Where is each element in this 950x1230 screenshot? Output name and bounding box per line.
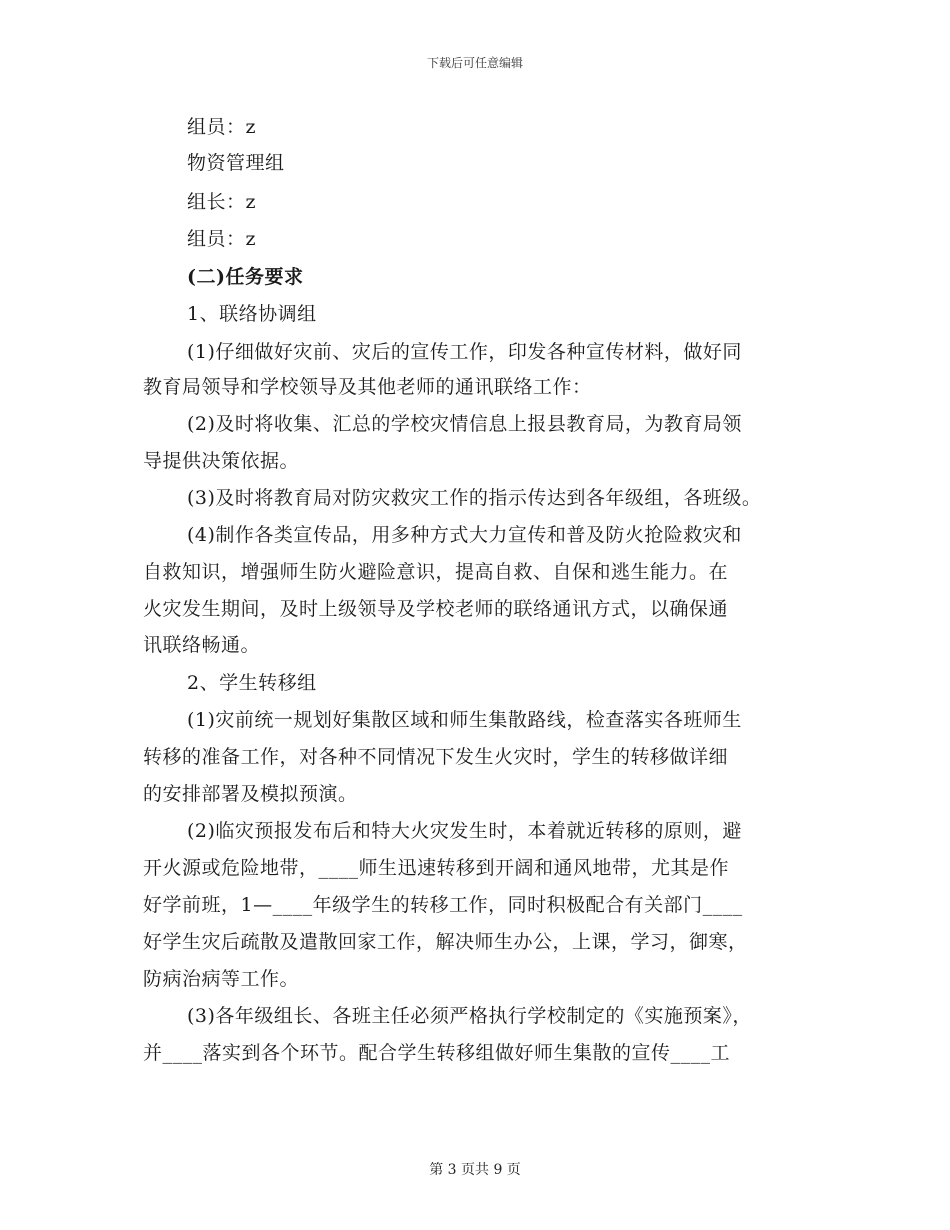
text-line: 好学生灾后疏散及遣散回家工作，解决师生办公，上课，学习，御寒， (143, 931, 748, 953)
text-line: (2)临灾预报发布后和特大火灾发生时，本着就近转移的原则，避 (187, 820, 742, 842)
section-heading: (二)任务要求 (187, 266, 304, 288)
text-line: 物资管理组 (187, 152, 285, 174)
subsection-heading: 1、联络协调组 (187, 303, 317, 325)
text-line: 开火源或危险地带，____师生迅速转移到开阔和通风地带，尤其是作 (143, 857, 730, 879)
page-footer: 第 3 页共 9 页 (429, 1162, 521, 1178)
text-line: (3)各年级组长、各班主任必须严格执行学校制定的《实施预案》， (187, 1005, 752, 1027)
text-line: 好学前班，1—____年级学生的转移工作，同时积极配合有关部门____ (143, 894, 743, 916)
text-line: (4)制作各类宣传品，用多种方式大力宣传和普及防火抢险救灾和 (187, 524, 742, 546)
text-line: 组员：z (187, 228, 257, 250)
text-line: 组长：z (187, 191, 257, 213)
text-line: 防病治病等工作。 (143, 968, 300, 990)
text-line: 导提供决策依据。 (143, 450, 300, 472)
text-line: 的安排部署及模拟预演。 (143, 783, 358, 805)
text-line: (1)灾前统一规划好集散区域和师生集散路线，检查落实各班师生 (187, 709, 742, 731)
text-line: (1)仔细做好灾前、灾后的宣传工作，印发各种宣传材料，做好同 (187, 341, 742, 363)
text-line: 教育局领导和学校领导及其他老师的通讯联络工作： (143, 376, 592, 398)
text-line: 组员：z (187, 116, 257, 138)
text-line: (2)及时将收集、汇总的学校灾情信息上报县教育局，为教育局领 (187, 413, 742, 435)
text-line: 火灾发生期间，及时上级领导及学校老师的联络通讯方式，以确保通 (143, 598, 729, 620)
text-line: 转移的准备工作，对各种不同情况下发生火灾时，学生的转移做详细 (143, 746, 729, 768)
subsection-heading: 2、学生转移组 (187, 672, 317, 694)
text-line: 并____落实到各个环节。配合学生转移组做好师生集散的宣传____工 (143, 1042, 731, 1064)
text-line: 自救知识，增强师生防火避险意识，提高自救、自保和逃生能力。在 (143, 561, 729, 583)
text-line: (3)及时将教育局对防灾救灾工作的指示传达到各年级组，各班级。 (187, 487, 762, 509)
text-line: 讯联络畅通。 (143, 634, 261, 656)
page-header: 下载后可任意编辑 (426, 56, 523, 70)
